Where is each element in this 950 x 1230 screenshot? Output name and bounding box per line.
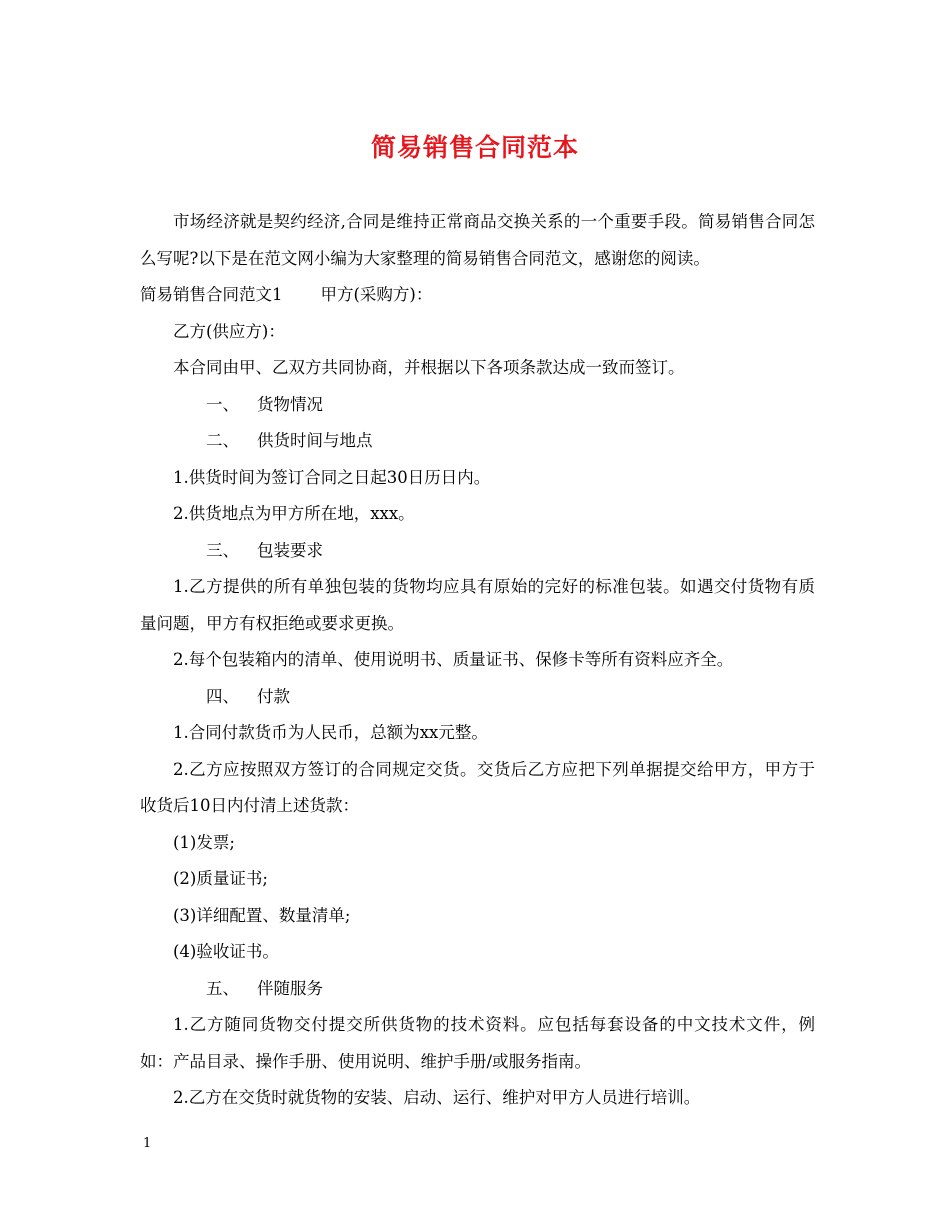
section-heading <box>140 387 815 424</box>
section-heading <box>140 533 815 570</box>
section-title: 货物情况 <box>257 394 323 414</box>
section-number: 三、 <box>206 540 239 560</box>
section-number: 一、 <box>206 394 239 414</box>
clause-item: 2.供货地点为甲方所在地，xxx。 <box>173 504 415 523</box>
section-heading <box>140 423 815 460</box>
section-number: 五、 <box>206 978 239 998</box>
section-title: 供货时间与地点 <box>257 431 373 450</box>
section-title: 包装要求 <box>257 540 323 560</box>
contract-heading-line <box>140 277 815 314</box>
clause-item: 2.乙方应按照双方签订的合同规定交货。交货后乙方应把下列单据提交给甲方，甲方于收货后10日内付清上述货款： <box>140 759 815 815</box>
contract-sample-label: 简易销售合同范文1 <box>140 285 283 304</box>
party-a-label: 甲方(采购方)： <box>320 285 433 304</box>
clause-item: 1.供货时间为签订合同之日起30日历日内。 <box>173 467 491 487</box>
page-number: 1 <box>143 1136 152 1151</box>
document-list-item: (1)发票; <box>173 832 235 852</box>
clause-item: 1.乙方提供的所有单独包装的货物均应具有原始的完好的标准包装。如遇交付货物有质量问题，甲方有权拒绝或要求更换。 <box>140 577 815 633</box>
document-list-item: (4)验收证书。 <box>173 942 279 961</box>
clause-item: 2.乙方在交货时就货物的安装、启动、运行、维护对甲方人员进行培训。 <box>173 1088 701 1107</box>
intro-paragraph: 市场经济就是契约经济,合同是维持正常商品交换关系的一个重要手段。简易销售合同怎么写呢?以下是在范文网小编为大家整理的简易销售合同范文，感谢您的阅读。 <box>140 212 815 268</box>
party-b-label: 乙方(供应方)： <box>173 321 285 341</box>
clause-item: 1.合同付款货币为人民币，总额为xx元整。 <box>173 723 488 742</box>
document-list-item: (2)质量证书; <box>173 869 268 888</box>
clause-item: 2.每个包装箱内的清单、使用说明书、质量证书、保修卡等所有资料应齐全。 <box>173 650 734 669</box>
section-number: 四、 <box>206 686 239 706</box>
section-heading <box>140 971 815 1008</box>
document-list-item: (3)详细配置、数量清单; <box>173 905 351 925</box>
section-title: 付款 <box>257 686 290 706</box>
section-heading <box>140 679 815 716</box>
section-title: 伴随服务 <box>257 978 323 998</box>
document-body <box>140 204 815 1117</box>
document-title: 简易销售合同范本 <box>370 133 579 162</box>
clause-item: 1.乙方随同货物交付提交所供货物的技术资料。应包括每套设备的中文技术文件，例如：产品目录、操作手册、使用说明、维护手册/或服务指南。 <box>140 1015 815 1071</box>
section-number: 二、 <box>206 431 239 450</box>
agreement-intro: 本合同由甲、乙双方共同协商，并根据以下各项条款达成一致而签订。 <box>173 358 685 377</box>
